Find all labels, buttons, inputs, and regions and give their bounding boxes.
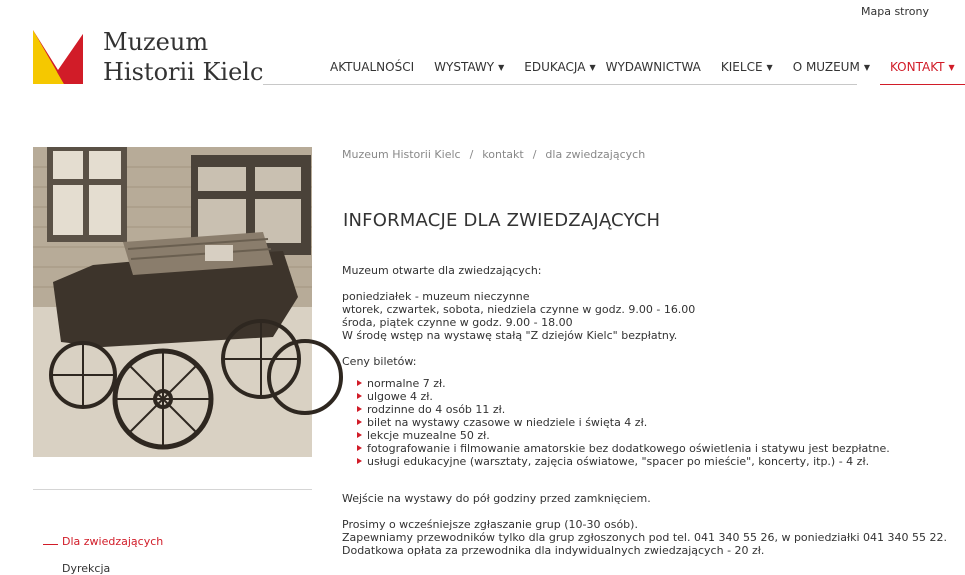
- list-item: bilet na wystawy czasowe w niedziele i święta 4 zł.: [354, 416, 890, 429]
- nav-label: AKTUALNOŚCI: [330, 60, 415, 74]
- chevron-down-icon: ▼: [589, 63, 596, 72]
- brand-line-1: Muzeum: [103, 28, 209, 56]
- hours-line: wtorek, czwartek, sobota, niedziela czynne w godz. 9.00 - 16.00: [342, 303, 696, 316]
- page-title: INFORMACJE DLA ZWIEDZAJĄCYCH: [343, 210, 661, 231]
- chevron-down-icon: ▼: [498, 63, 505, 72]
- nav-divider: [263, 84, 857, 85]
- list-item: fotografowanie i filmowanie amatorskie bez dodatkowego oświetlenia i statywu jest bezpłatne.: [354, 442, 890, 455]
- groups-line: Prosimy o wcześniejsze zgłaszanie grup (10-30 osób).: [342, 518, 638, 531]
- active-marker: [43, 544, 58, 545]
- nav-label: KIELCE: [720, 60, 763, 74]
- sidebar-divider: [33, 489, 312, 490]
- hours-intro: Muzeum otwarte dla zwiedzających:: [342, 264, 542, 277]
- breadcrumb-current: dla zwiedzających: [545, 148, 646, 161]
- nav-item-aktualnosci[interactable]: [320, 60, 424, 84]
- list-item: normalne 7 zł.: [354, 377, 890, 390]
- sidebar-item-dla-zwiedzajacych[interactable]: Dla zwiedzających: [62, 535, 164, 548]
- groups-line: Zapewniamy przewodników tylko dla grup zgłoszonych pod tel. 041 340 55 26, w poniedziałki 041 340 55 22.: [342, 531, 948, 544]
- list-item: lekcje muzealne 50 zł.: [354, 429, 890, 442]
- chevron-down-icon: ▼: [766, 63, 773, 72]
- nav-item-kontakt[interactable]: [880, 60, 965, 85]
- brand-line-2: Historii Kielc: [103, 58, 264, 86]
- prices-list: [354, 377, 890, 468]
- chevron-down-icon: ▼: [863, 63, 870, 72]
- nav-label: KONTAKT: [889, 60, 945, 74]
- breadcrumb-separator: /: [532, 148, 537, 161]
- breadcrumb-home[interactable]: Muzeum Historii Kielc: [342, 148, 461, 161]
- nav-label: WYDAWNICTWA: [605, 60, 701, 74]
- entry-note: Wejście na wystawy do pół godziny przed zamknięciem.: [342, 492, 651, 505]
- nav-item-wydawnictwa[interactable]: [606, 60, 711, 84]
- nav-item-kielce[interactable]: [711, 60, 783, 84]
- brand-name[interactable]: [103, 27, 263, 87]
- hours-line: środa, piątek czynne w godz. 9.00 - 18.00: [342, 316, 573, 329]
- nav-label: EDUKACJA: [524, 60, 586, 74]
- nav-item-edukacja[interactable]: [514, 60, 605, 84]
- nav-label: O MUZEUM: [792, 60, 860, 74]
- carriage-photo: [33, 147, 312, 457]
- list-item: rodzinne do 4 osób 11 zł.: [354, 403, 890, 416]
- list-item: usługi edukacyjne (warsztaty, zajęcia oświatowe, "spacer po mieście", koncerty, itp.) - 4 zł.: [354, 455, 890, 468]
- hours-line: W środę wstęp na wystawę stałą "Z dziejów Kielc" bezpłatny.: [342, 329, 678, 342]
- hours-line: poniedziałek - muzeum nieczynne: [342, 290, 530, 303]
- chevron-down-icon: ▼: [948, 63, 955, 72]
- breadcrumb: [342, 148, 645, 161]
- museum-logo[interactable]: [33, 30, 83, 84]
- groups-line: Dodatkowa opłata za przewodnika dla indywidualnych zwiedzających - 20 zł.: [342, 544, 765, 557]
- nav-item-wystawy[interactable]: [424, 60, 514, 84]
- breadcrumb-kontakt[interactable]: kontakt: [482, 148, 524, 161]
- sitemap-link[interactable]: Mapa strony: [861, 5, 929, 18]
- prices-heading: Ceny biletów:: [342, 355, 417, 368]
- sidebar-item-dyrekcja[interactable]: Dyrekcja: [62, 562, 111, 575]
- nav-label: WYSTAWY: [434, 60, 495, 74]
- breadcrumb-separator: /: [469, 148, 474, 161]
- list-item: ulgowe 4 zł.: [354, 390, 890, 403]
- nav-item-o-muzeum[interactable]: [783, 60, 880, 84]
- main-nav: [320, 60, 965, 84]
